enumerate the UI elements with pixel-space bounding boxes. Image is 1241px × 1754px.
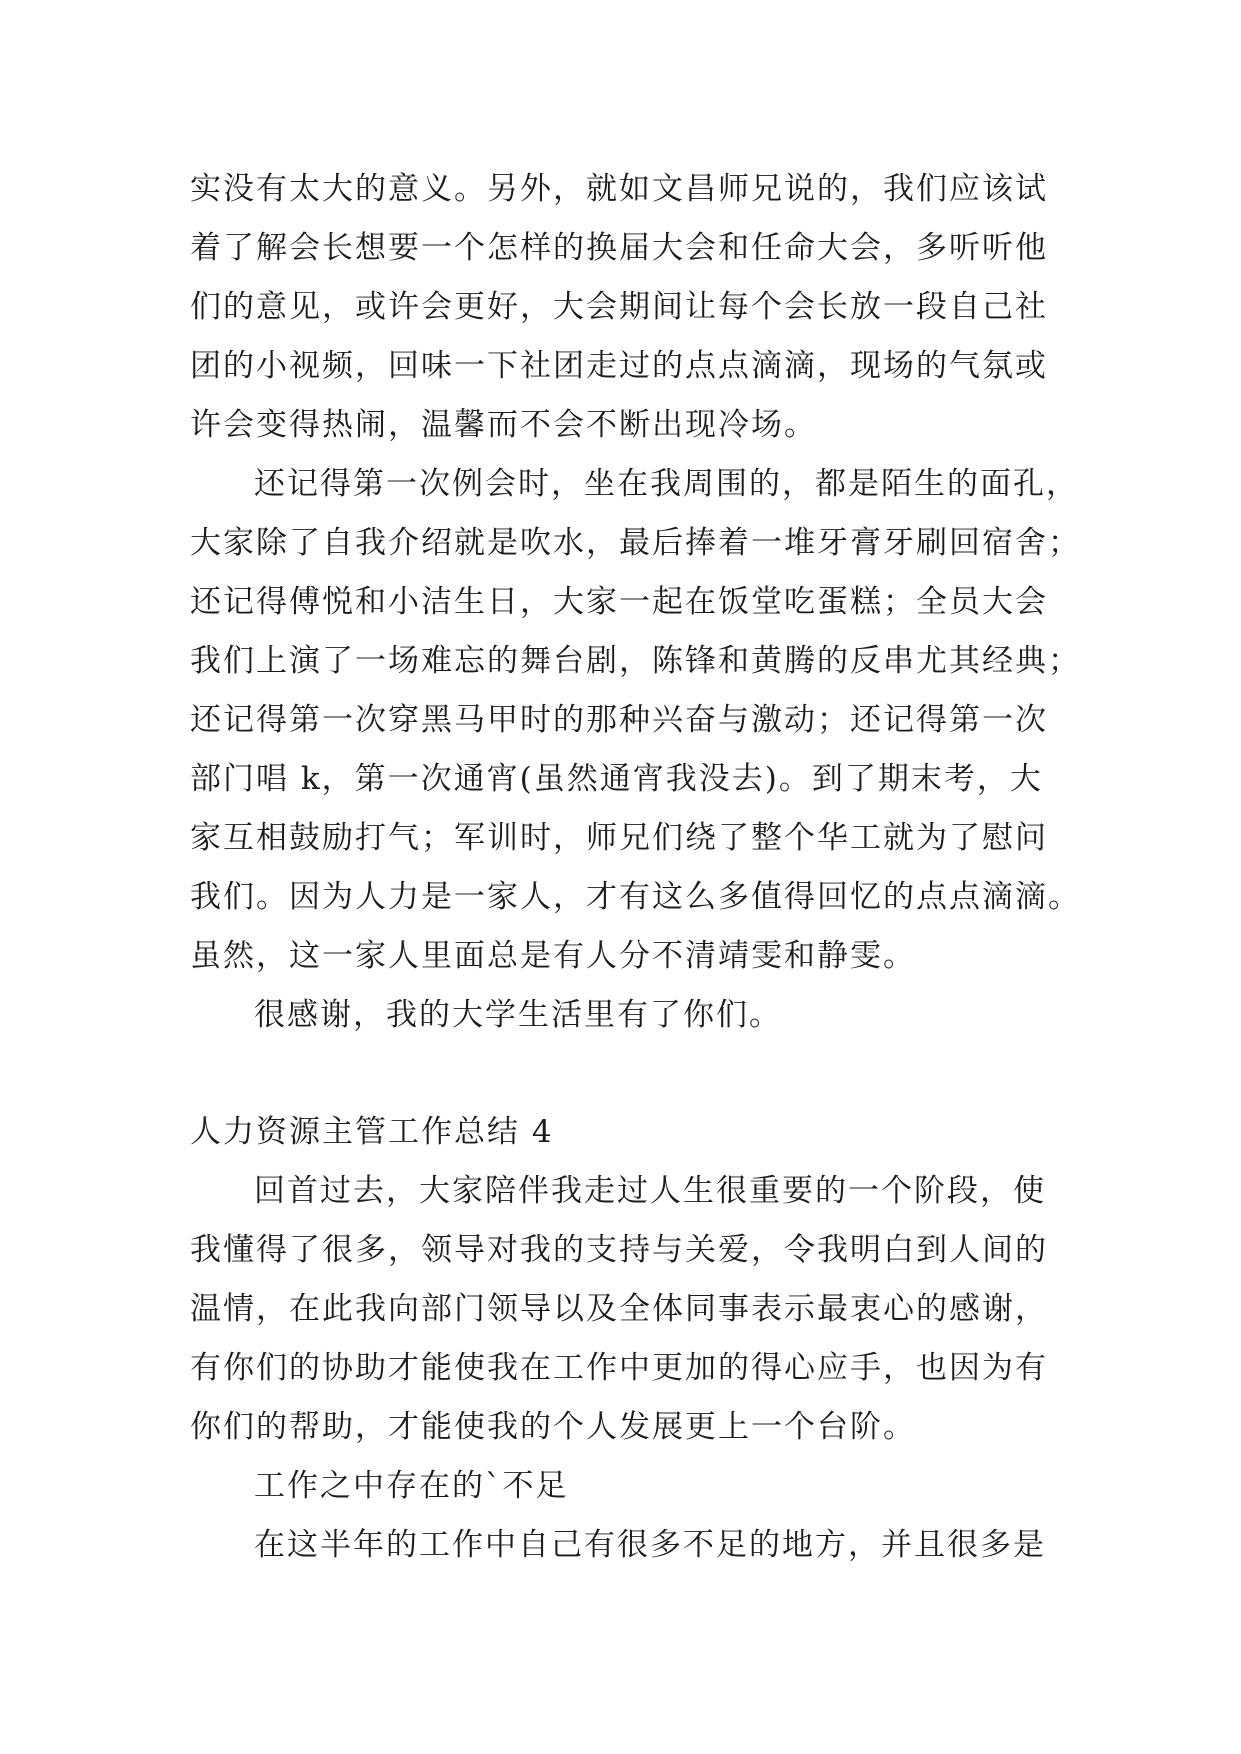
text-line: 虽然，这一家人里面总是有人分不清靖雯和静雯。 bbox=[190, 938, 916, 974]
paragraph-start-line: 在这半年的工作中自己有很多不足的地方，并且很多是 bbox=[254, 1527, 1046, 1563]
text-line: 我们。因为人力是一家人，才有这么多值得回忆的点点滴滴。 bbox=[190, 879, 1081, 915]
text-line: 家互相鼓励打气；军训时，师兄们绕了整个华工就为了慰问 bbox=[190, 820, 1048, 856]
text-line: 有你们的协助才能使我在工作中更加的得心应手，也因为有 bbox=[190, 1350, 1048, 1386]
section-gap bbox=[190, 1045, 1060, 1103]
text-line: 着了解会长想要一个怎样的换届大会和任命大会，多听听他 bbox=[190, 230, 1048, 266]
subheading-line: 工作之中存在的`不足 bbox=[254, 1468, 569, 1504]
text-line: 还记得第一次穿黑马甲时的那种兴奋与激动；还记得第一次 bbox=[190, 702, 1048, 738]
paragraph-start-line: 很感谢，我的大学生活里有了你们。 bbox=[254, 997, 782, 1033]
text-line: 团的小视频，回味一下社团走过的点点滴滴，现场的气氛或 bbox=[190, 348, 1048, 384]
document-body bbox=[190, 160, 1081, 1575]
text-line: 你们的帮助，才能使我的个人发展更上一个台阶。 bbox=[190, 1409, 916, 1445]
paragraph-start-line: 还记得第一次例会时，坐在我周围的，都是陌生的面孔， bbox=[254, 466, 1079, 502]
text-line: 我懂得了很多，领导对我的支持与关爱，令我明白到人间的 bbox=[190, 1232, 1048, 1268]
text-line: 们的意见，或许会更好，大会期间让每个会长放一段自己社 bbox=[190, 289, 1048, 325]
text-line: 许会变得热闹，温馨而不会不断出现冷场。 bbox=[190, 407, 817, 443]
text-line: 我们上演了一场难忘的舞台剧，陈锋和黄腾的反串尤其经典； bbox=[190, 643, 1081, 679]
paragraph-start-line: 回首过去，大家陪伴我走过人生很重要的一个阶段，使 bbox=[254, 1173, 1046, 1209]
text-line: 温情，在此我向部门领导以及全体同事表示最衷心的感谢， bbox=[190, 1291, 1048, 1327]
text-line: 实没有太大的意义。另外，就如文昌师兄说的，我们应该试 bbox=[190, 171, 1048, 207]
text-line: 大家除了自我介绍就是吹水，最后捧着一堆牙膏牙刷回宿舍； bbox=[190, 525, 1081, 561]
text-line: 还记得傅悦和小洁生日，大家一起在饭堂吃蛋糕；全员大会 bbox=[190, 584, 1048, 620]
section-heading: 人力资源主管工作总结 4 bbox=[190, 1114, 554, 1150]
text-line: 部门唱 k，第一次通宵(虽然通宵我没去)。到了期末考，大 bbox=[190, 761, 1043, 797]
